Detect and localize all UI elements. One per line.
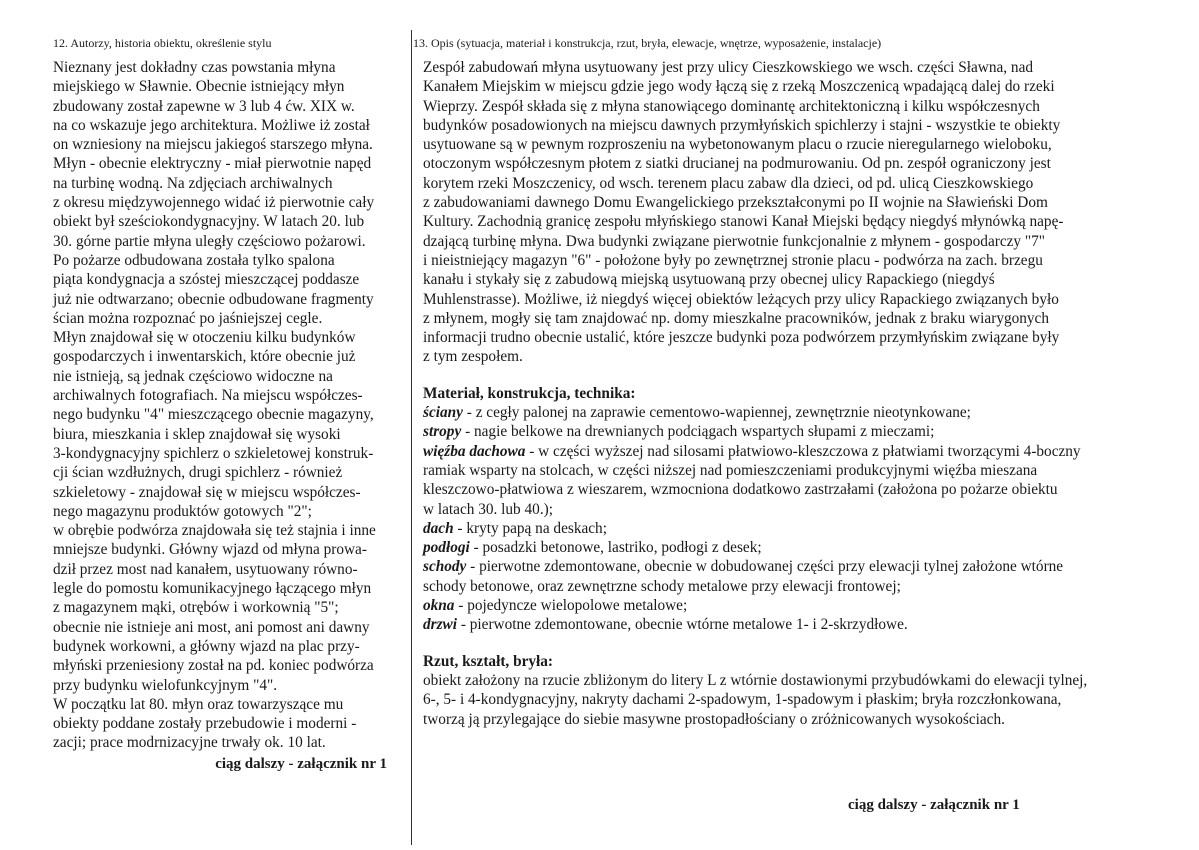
text-line: legle do pomostu komunikacyjnego łączącego młyn xyxy=(53,580,372,598)
text-line: na co wskazuje jego architektura. Możliwe iż został xyxy=(53,116,370,134)
left-continuation-note: ciąg dalszy - załącznik nr 1 xyxy=(215,755,387,772)
text-line: Wieprzy. Zespół składa się z młyna stanowiącego dominantę architektoniczną i kilku współczesnych xyxy=(423,97,1040,115)
text-line: on wzniesiony na miejscu jakiegoś starszego młyna. xyxy=(53,136,373,154)
material-term: drzwi xyxy=(423,616,458,634)
text-line: korytem rzeki Moszczenicy, od wsch. terenem placu zabaw dla dzieci, od pd. ulicą Cieszkowskiego xyxy=(423,174,1034,192)
text-line: z okresu międzywojennego widać iż pierwotnie cały xyxy=(53,194,375,212)
text-line: z tym zespołem. xyxy=(423,348,523,366)
text-line: dził przez most nad kanałem, usytuowany równo- xyxy=(53,560,358,578)
material-section-title: Materiał, konstrukcja, technika: xyxy=(423,384,636,402)
text-line: ścian można rozpoznać po jaśniejszej cegle. xyxy=(53,309,323,327)
text-line: biura, mieszkania i sklep znajdował się wysoki xyxy=(53,425,341,443)
material-term: ściany xyxy=(423,404,463,422)
right-heading: 13. Opis (sytuacja, materiał i konstrukcja, rzut, bryła, elewacje, wnętrze, wyposażenie, instalacje) xyxy=(413,36,882,50)
text-line: na turbinę wodną. Na zdjęciach archiwalnych xyxy=(53,174,333,192)
text-line: piąta kondygnacja a szóstej mieszczącej poddasze xyxy=(53,271,360,289)
left-heading: 12. Autorzy, historia obiektu, określenie stylu xyxy=(53,36,272,50)
material-term: dach xyxy=(423,519,454,537)
material-description: schody betonowe, oraz zewnętrzne schody metalowe przy elewacji frontowej; xyxy=(423,577,901,595)
text-line: obecnie nie istnieje ani most, ani pomost ani dawny xyxy=(53,618,370,636)
text-line: gospodarczych i inwentarskich, które obecnie już xyxy=(53,348,356,366)
material-term: stropy xyxy=(423,423,462,441)
text-line: Nieznany jest dokładny czas powstania młyna xyxy=(53,59,336,76)
material-term: więźba dachowa xyxy=(423,442,526,460)
material-description: - pojedyncze wielopolowe metalowe; xyxy=(454,597,688,615)
text-line: 6-, 5- i 4-kondygnacyjny, nakryty dachami 2-spadowym, 1-spadowym i płaskim; bryła rozczłonkowana, xyxy=(423,691,1062,709)
text-line: informacji trudno obecnie ustalić, które jeszcze budynki poza podwórzem przymłyńskim związane były xyxy=(423,329,1060,347)
shape-body xyxy=(423,671,1168,729)
text-line: Kultury. Zachodnią granicę zespołu młyńskiego stanowi Kanał Miejski będący niegdyś młynówką napę- xyxy=(423,213,1064,231)
text-line: cji ścian wzdłużnych, drugi spichlerz - również xyxy=(53,464,343,482)
text-line: obiekty poddane zostały przebudowie i moderni - xyxy=(53,715,357,733)
text-line: otoczonym współczesnym płotem z siatki drucianej na podmurowaniu. Od pn. zespół ograniczony jest xyxy=(423,155,1051,173)
text-line: w obrębie podwórza znajdowała się też stajnia i inne xyxy=(53,522,376,540)
material-item-line xyxy=(423,422,1168,441)
text-line: tworzą ją przylegające do siebie masywne prostopadłościany o zróżnicowanych wysokościach. xyxy=(423,710,1005,728)
material-description: - z cegły palonej na zaprawie cementowo-wapiennej, zewnętrznie nieotynkowane; xyxy=(462,404,971,422)
text-line: Młyn znajdował się w otoczeniu kilku budynków xyxy=(53,329,356,347)
material-description: - w części wyższej nad silosami płatwiowo-kleszczowa z płatwiami tworzącymi 4-boczny xyxy=(525,442,1081,460)
text-line: dzającą turbinę młyna. Dwa budynki związane pierwotnie funkcjonalnie z młynem - gospodarczy "7" xyxy=(423,232,1046,250)
text-line: miejskiego w Sławnie. Obecnie istniejący młyn xyxy=(53,78,345,96)
text-line: zacji; prace modrnizacyjne trwały ok. 10 lat. xyxy=(53,734,326,752)
material-term: okna xyxy=(423,597,455,615)
right-continuation-note: ciąg dalszy - załącznik nr 1 xyxy=(848,797,1020,813)
text-line: nego magazynu produktów gotowych "2"; xyxy=(53,502,312,520)
material-item-line xyxy=(423,538,1168,557)
text-line: Muhlenstrasse). Możliwe, iż niegdyś więcej obiektów leżących przy ulicy Rapackiego związanych było xyxy=(423,290,1059,308)
text-line: kanału i stykały się z zabudową miejską usytuowaną przy obecnej ulicy Rapackiego (niegdyś xyxy=(423,271,995,289)
text-line: archiwalnych fotografiach. Na miejscu współczes- xyxy=(53,387,363,405)
text-line: W początku lat 80. młyn oraz towarzyszące mu xyxy=(53,695,344,713)
text-line: już nie odtwarzano; obecnie odbudowane fragmenty xyxy=(53,290,374,308)
material-description: - posadzki betonowe, lastriko, podłogi z desek; xyxy=(469,539,762,557)
text-line: z zabudowaniami dawnego Domu Ewangelickiego przekształconymi po II wojnie na Sławieński Dom xyxy=(423,194,1048,212)
material-description: - nagie belkowe na drewnianych podciągach wspartych słupami z mieczami; xyxy=(461,423,935,441)
text-line: przy budynku wielofunkcyjnym "4". xyxy=(53,676,278,694)
material-list xyxy=(423,403,1168,635)
material-description: - pierwotne zdemontowane, obecnie wtórne metalowe 1- i 2-skrzydłowe. xyxy=(457,616,908,634)
right-column xyxy=(413,36,1168,729)
text-line: nie istnieją, są jednak częściowo widoczne na xyxy=(53,367,333,385)
material-item-line xyxy=(423,403,1168,422)
left-column xyxy=(53,36,405,774)
material-term: podłogi xyxy=(423,539,470,557)
text-line: obiekt założony na rzucie zbliżonym do litery L z wtórnie dostawionymi przybudówkami do elewacji tylnej, xyxy=(423,671,1088,689)
text-line: 3-kondygnacyjny spichlerz o szkieletowej konstruk- xyxy=(53,444,374,462)
material-item-line xyxy=(423,596,1168,615)
material-item-line xyxy=(423,615,1168,634)
material-term: schody xyxy=(423,558,467,576)
text-line: 30. górne partie młyna uległy częściowo pożarowi. xyxy=(53,232,366,250)
material-item-line xyxy=(423,577,1168,596)
material-description: kleszczowo-płatwiowa z wieszarem, wzmocniona dodatkowo zastrzałami (założona po pożarze obiektu xyxy=(423,481,1058,499)
material-item-line xyxy=(423,557,1168,576)
material-item-line xyxy=(423,442,1168,461)
text-line: Kanałem Miejskim w miejscu gdzie jego wody łączą się z rzeką Moszczenicą wpadającą dalej do rzeki xyxy=(423,78,1055,96)
text-line: usytuowane są w pewnym rozproszeniu na wybetonowanym placu o rzucie nieregularnego wieloboku, xyxy=(423,136,1052,154)
left-body xyxy=(53,58,405,753)
text-line: szkieletowy - znajdował się w miejscu współczes- xyxy=(53,483,361,501)
shape-section-title: Rzut, kształt, bryła: xyxy=(423,652,554,670)
material-item-line xyxy=(423,500,1168,519)
material-item-line xyxy=(423,519,1168,538)
right-intro xyxy=(423,58,1168,367)
material-item-line xyxy=(423,480,1168,499)
text-line: mniejsze budynki. Główny wjazd od młyna prowa- xyxy=(53,541,367,559)
material-description: - pierwotne zdemontowane, obecnie w dobudowanej części przy elewacji tylnej założone wtórne xyxy=(466,558,1064,576)
text-line: budynków posadowionych na miejscu dawnych przymłyńskich spichlerzy i stajni - wszystkie te obiekty xyxy=(423,116,1061,134)
text-line: młyński przeniesiony został na pd. koniec podwórza xyxy=(53,657,374,675)
material-item-line xyxy=(423,461,1168,480)
material-description: - kryty papą na deskach; xyxy=(453,519,607,537)
text-line: i nieistniejący magazyn "6" - położone były po zewnętrznej stronie placu - podwórza na zach. brzegu xyxy=(423,251,1043,269)
text-line: z młynem, mogły się tam znajdować np. domy mieszkalne pracowników, jednak z braku wiarygonych xyxy=(423,309,1049,327)
text-line: zbudowany został zapewne w 3 lub 4 ćw. XIX w. xyxy=(53,97,355,115)
material-description: ramiak wsparty na stolcach, w części niższej nad pomieszczeniami produkcyjnymi więźba mieszana xyxy=(423,461,1038,479)
text-line: Zespół zabudowań młyna usytuowany jest przy ulicy Cieszkowskiego we wsch. części Sławna, nad xyxy=(423,59,1034,76)
column-divider xyxy=(411,30,412,845)
text-line: budynek workowni, a główny wjazd na plac przy- xyxy=(53,637,360,655)
text-line: Młyn - obecnie elektryczny - miał pierwotnie napęd xyxy=(53,155,372,173)
text-line: Po pożarze odbudowana została tylko spalona xyxy=(53,251,335,269)
material-description: w latach 30. lub 40.); xyxy=(423,500,553,518)
text-line: obiekt był sześciokondygnacyjny. W latach 20. lub xyxy=(53,213,365,231)
text-line: nego budynku "4" mieszczącego obecnie magazyny, xyxy=(53,406,374,424)
text-line: z magazynem mąki, otrębów i workownią "5"; xyxy=(53,599,339,617)
